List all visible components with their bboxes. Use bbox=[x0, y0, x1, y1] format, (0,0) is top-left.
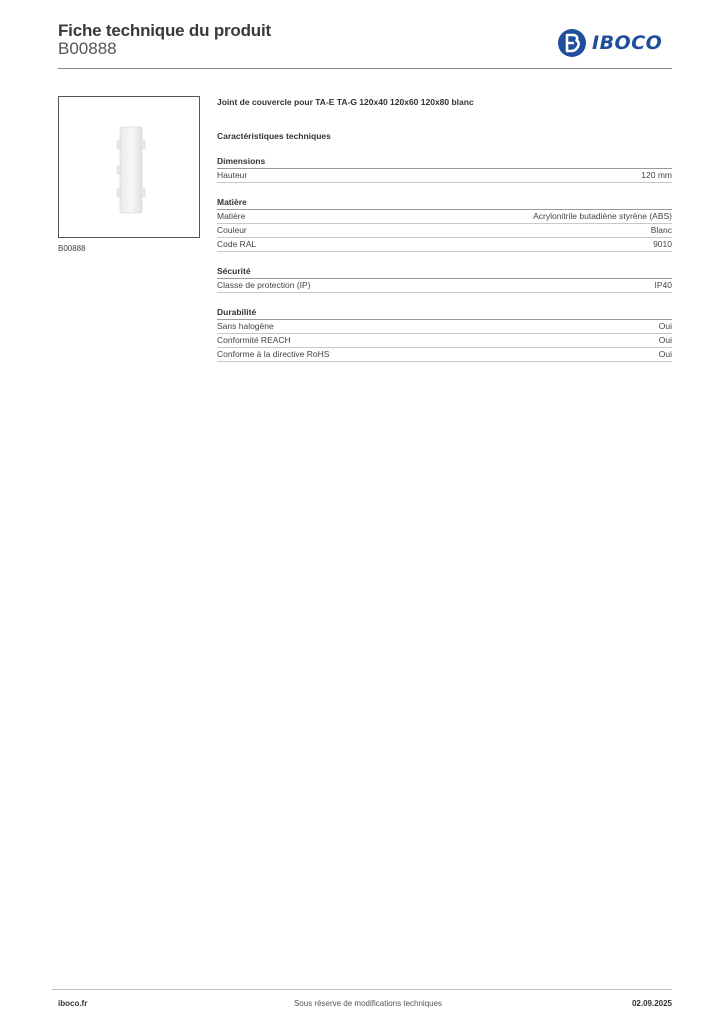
product-title: Joint de couvercle pour TA-E TA-G 120x40 120x60 120x80 blanc bbox=[217, 97, 474, 107]
spec-row bbox=[217, 320, 672, 334]
product-code: B00888 bbox=[58, 39, 117, 58]
spec-value: IP40 bbox=[654, 280, 672, 290]
section-sustainability bbox=[217, 307, 672, 362]
footer-divider bbox=[52, 989, 672, 990]
spec-label: Couleur bbox=[217, 225, 247, 235]
spec-label: Code RAL bbox=[217, 239, 257, 249]
section-title: Dimensions bbox=[217, 156, 672, 169]
spec-value: 120 mm bbox=[641, 170, 672, 180]
spec-value: 9010 bbox=[653, 239, 672, 249]
spec-row bbox=[217, 279, 672, 293]
spec-label: Sans halogène bbox=[217, 321, 274, 331]
footer-notice: Sous réserve de modifications techniques bbox=[293, 999, 443, 1008]
spec-value: Oui bbox=[658, 335, 672, 345]
header-divider bbox=[58, 68, 672, 69]
spec-label: Conformité REACH bbox=[217, 335, 291, 345]
spec-row bbox=[217, 348, 672, 362]
spec-value: Oui bbox=[658, 321, 672, 331]
spec-label: Matière bbox=[217, 211, 246, 221]
product-photo bbox=[59, 97, 199, 237]
section-title: Matière bbox=[217, 197, 672, 210]
spec-row bbox=[217, 210, 672, 224]
spec-value: Acrylonitrile butadiène styrène (ABS) bbox=[533, 211, 672, 221]
page-title: Fiche technique du produit bbox=[58, 21, 271, 40]
spec-sheet bbox=[217, 96, 672, 362]
spec-row bbox=[217, 334, 672, 348]
footer-website-link[interactable]: iboco.fr bbox=[58, 999, 88, 1008]
brand-logo bbox=[557, 28, 675, 58]
brand-logo-text: IBOCO bbox=[592, 32, 663, 54]
spec-value: Oui bbox=[658, 349, 672, 359]
spec-row bbox=[217, 238, 672, 252]
section-title: Durabilité bbox=[217, 307, 672, 320]
section-dimensions bbox=[217, 156, 672, 183]
spec-label: Conforme à la directive RoHS bbox=[217, 349, 330, 359]
brand-logo-icon bbox=[557, 28, 587, 58]
section-material bbox=[217, 197, 672, 252]
footer-date: 02.09.2025 bbox=[631, 999, 672, 1008]
spec-label: Classe de protection (IP) bbox=[217, 280, 311, 290]
product-image bbox=[58, 96, 200, 238]
spec-row bbox=[217, 224, 672, 238]
specs-heading: Caractéristiques techniques bbox=[217, 131, 331, 141]
spec-value: Blanc bbox=[650, 225, 672, 235]
section-safety bbox=[217, 266, 672, 293]
section-title: Sécurité bbox=[217, 266, 672, 279]
spec-label: Hauteur bbox=[217, 170, 248, 180]
spec-row bbox=[217, 169, 672, 183]
image-caption: B00888 bbox=[58, 244, 86, 253]
